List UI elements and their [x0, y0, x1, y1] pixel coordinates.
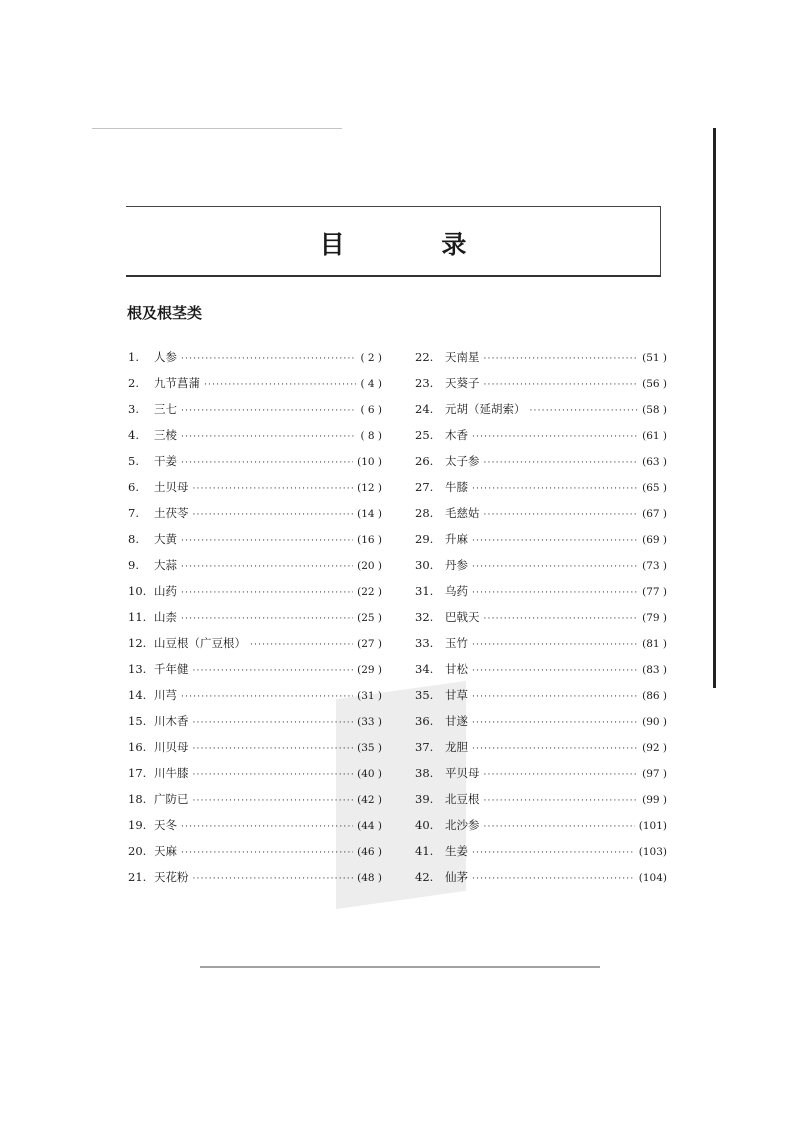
- toc-entry-number: 3.: [128, 402, 139, 416]
- toc-entry: [128, 479, 382, 505]
- toc-entry-page: (86 ): [642, 690, 667, 702]
- toc-entry: [415, 349, 667, 375]
- toc-entry: [415, 843, 667, 869]
- toc-entry-number: 27.: [415, 480, 434, 494]
- toc-leader-dots: [193, 796, 354, 806]
- toc-entry-page: ( 8 ): [360, 430, 382, 442]
- toc-entry: [128, 739, 382, 765]
- toc-entry-page: (27 ): [357, 638, 382, 650]
- toc-entry-number: 7.: [128, 506, 139, 520]
- toc-leader-dots: [181, 588, 353, 598]
- toc-leader-dots: [472, 562, 638, 572]
- toc-leader-dots: [484, 458, 639, 468]
- toc-entry-title: 土茯苓: [154, 506, 189, 520]
- toc-leader-dots: [193, 770, 354, 780]
- toc-entry-number: 14.: [128, 688, 147, 702]
- toc-entry: [415, 531, 667, 557]
- toc-entry-page: (103): [638, 846, 667, 858]
- toc-entry-page: (10 ): [357, 456, 382, 468]
- toc-entry: [415, 817, 667, 843]
- toc-entry-page: (46 ): [357, 846, 382, 858]
- toc-entry-title: 天花粉: [154, 870, 189, 884]
- toc-entry-number: 22.: [415, 350, 434, 364]
- toc-entry: [415, 427, 667, 453]
- toc-leader-dots: [530, 406, 639, 416]
- toc-entry-page: (48 ): [357, 872, 382, 884]
- toc-entry-page: (25 ): [357, 612, 382, 624]
- toc-entry-title: 天葵子: [445, 376, 480, 390]
- toc-entry-page: (61 ): [642, 430, 667, 442]
- toc-entry: [128, 661, 382, 687]
- toc-leader-dots: [484, 614, 639, 624]
- toc-leader-dots: [484, 770, 639, 780]
- toc-entry: [415, 661, 667, 687]
- toc-entry-page: (67 ): [642, 508, 667, 520]
- toc-entry-title: 甘草: [445, 688, 468, 702]
- toc-entry-title: 大蒜: [154, 558, 177, 572]
- toc-entry-page: (16 ): [357, 534, 382, 546]
- toc-entry: [415, 713, 667, 739]
- toc-entry-page: (79 ): [642, 612, 667, 624]
- toc-entry-title: 三棱: [154, 428, 177, 442]
- toc-entry: [128, 401, 382, 427]
- toc-entry-number: 39.: [415, 792, 434, 806]
- toc-entry-title: 甘松: [445, 662, 468, 676]
- toc-entry: [128, 687, 382, 713]
- toc-entry-title: 仙茅: [445, 870, 468, 884]
- toc-entry-title: 北豆根: [445, 792, 480, 806]
- toc-entry-number: 29.: [415, 532, 434, 546]
- toc-entry-title: 升麻: [445, 532, 468, 546]
- toc-leader-dots: [250, 640, 353, 650]
- toc-entry-title: 土贝母: [154, 480, 189, 494]
- toc-entry: [128, 843, 382, 869]
- toc-entry-page: (31 ): [357, 690, 382, 702]
- toc-leader-dots: [484, 510, 639, 520]
- toc-entry-number: 4.: [128, 428, 139, 442]
- toc-entry-title: 千年健: [154, 662, 189, 676]
- toc-entry-page: ( 6 ): [360, 404, 382, 416]
- toc-entry-title: 北沙参: [445, 818, 480, 832]
- toc-entry-number: 15.: [128, 714, 147, 728]
- toc-leader-dots: [472, 718, 638, 728]
- toc-entry: [128, 453, 382, 479]
- toc-entry-page: (58 ): [642, 404, 667, 416]
- toc-entry-page: (22 ): [357, 586, 382, 598]
- toc-entry-page: (40 ): [357, 768, 382, 780]
- toc-leader-dots: [193, 484, 354, 494]
- toc-leader-dots: [472, 484, 638, 494]
- toc-entry-title: 山柰: [154, 610, 177, 624]
- toc-leader-dots: [484, 380, 639, 390]
- toc-leader-dots: [204, 380, 356, 390]
- toc-entry-title: 山药: [154, 584, 177, 598]
- toc-entry: [128, 557, 382, 583]
- toc-entry-title: 乌药: [445, 584, 468, 598]
- toc-entry-number: 37.: [415, 740, 434, 754]
- toc-entry-page: (97 ): [642, 768, 667, 780]
- toc-entry-page: (69 ): [642, 534, 667, 546]
- toc-entry-title: 平贝母: [445, 766, 480, 780]
- toc-entry-page: (51 ): [642, 352, 667, 364]
- toc-entry: [415, 791, 667, 817]
- toc-entry: [128, 531, 382, 557]
- toc-leader-dots: [181, 848, 353, 858]
- toc-entry-page: (14 ): [357, 508, 382, 520]
- toc-leader-dots: [484, 822, 635, 832]
- page-title: 目 录: [319, 230, 511, 259]
- toc-entry-page: (92 ): [642, 742, 667, 754]
- toc-entry-number: 24.: [415, 402, 434, 416]
- toc-entry: [128, 583, 382, 609]
- page-edge-bar: [713, 128, 716, 688]
- toc-entry: [415, 687, 667, 713]
- toc-entry-title: 大黄: [154, 532, 177, 546]
- toc-entry: [415, 609, 667, 635]
- toc-entry-number: 2.: [128, 376, 139, 390]
- toc-entry-title: 甘遂: [445, 714, 468, 728]
- title-box: [126, 206, 661, 277]
- toc-entry-number: 42.: [415, 870, 434, 884]
- toc-leader-dots: [472, 666, 638, 676]
- toc-entry: [128, 765, 382, 791]
- toc-leader-dots: [181, 406, 356, 416]
- toc-entry: [415, 635, 667, 661]
- toc-entry: [415, 739, 667, 765]
- toc-entry: [415, 583, 667, 609]
- toc-entry-page: (63 ): [642, 456, 667, 468]
- toc-entry: [415, 765, 667, 791]
- toc-leader-dots: [181, 536, 353, 546]
- toc-entry-number: 38.: [415, 766, 434, 780]
- toc-entry-number: 28.: [415, 506, 434, 520]
- toc-leader-dots: [472, 536, 638, 546]
- toc-leader-dots: [193, 874, 354, 884]
- toc-entry-number: 1.: [128, 350, 139, 364]
- toc-entry: [128, 505, 382, 531]
- toc-entry: [128, 427, 382, 453]
- toc-entry-number: 23.: [415, 376, 434, 390]
- toc-leader-dots: [484, 796, 639, 806]
- toc-leader-dots: [472, 744, 638, 754]
- toc-entry-title: 太子参: [445, 454, 480, 468]
- toc-leader-dots: [193, 666, 354, 676]
- toc-leader-dots: [472, 640, 638, 650]
- toc-entry-title: 毛慈姑: [445, 506, 480, 520]
- toc-column-right: [415, 349, 667, 895]
- toc-entry-number: 13.: [128, 662, 147, 676]
- toc-entry-page: (81 ): [642, 638, 667, 650]
- toc-entry-number: 36.: [415, 714, 434, 728]
- toc-entry: [128, 869, 382, 895]
- toc-entry-title: 巴戟天: [445, 610, 480, 624]
- toc-entry: [415, 375, 667, 401]
- toc-entry-title: 牛膝: [445, 480, 468, 494]
- toc-entry-title: 川芎: [154, 688, 177, 702]
- toc-entry-title: 川牛膝: [154, 766, 189, 780]
- toc-entry-number: 34.: [415, 662, 434, 676]
- toc-entry-page: (44 ): [357, 820, 382, 832]
- toc-entry-title: 天麻: [154, 844, 177, 858]
- toc-entry-page: (42 ): [357, 794, 382, 806]
- toc-entry-page: (104): [638, 872, 667, 884]
- toc-leader-dots: [181, 562, 353, 572]
- toc-entry: [128, 349, 382, 375]
- toc-entry: [128, 791, 382, 817]
- toc-entry-title: 三七: [154, 402, 177, 416]
- toc-entry: [128, 635, 382, 661]
- toc-leader-dots: [181, 354, 356, 364]
- toc-entry-page: (90 ): [642, 716, 667, 728]
- toc-entry: [415, 479, 667, 505]
- toc-entry-title: 九节菖蒲: [154, 376, 200, 390]
- toc-entry-number: 41.: [415, 844, 434, 858]
- toc-entry: [128, 375, 382, 401]
- toc-entry-page: (65 ): [642, 482, 667, 494]
- toc-entry-page: (20 ): [357, 560, 382, 572]
- toc-leader-dots: [472, 848, 635, 858]
- toc-entry-number: 12.: [128, 636, 147, 650]
- toc-entry-page: (56 ): [642, 378, 667, 390]
- toc-entry-title: 丹参: [445, 558, 468, 572]
- toc-leader-dots: [472, 432, 638, 442]
- toc-entry-number: 6.: [128, 480, 139, 494]
- toc-entry-number: 40.: [415, 818, 434, 832]
- toc-entry-title: 川木香: [154, 714, 189, 728]
- toc-entry-title: 天南星: [445, 350, 480, 364]
- toc-leader-dots: [181, 614, 353, 624]
- toc-entry-number: 11.: [128, 610, 147, 624]
- toc-entry-title: 玉竹: [445, 636, 468, 650]
- toc-leader-dots: [193, 718, 354, 728]
- toc-entry-page: ( 4 ): [360, 378, 382, 390]
- toc-entry: [415, 557, 667, 583]
- toc-entry-number: 32.: [415, 610, 434, 624]
- toc-entry-number: 18.: [128, 792, 147, 806]
- toc-entry-title: 山豆根（广豆根）: [154, 636, 246, 650]
- toc-entry-title: 广防已: [154, 792, 189, 806]
- toc-entry-page: (35 ): [357, 742, 382, 754]
- toc-leader-dots: [472, 588, 638, 598]
- toc-entry: [415, 869, 667, 895]
- toc-entry-number: 9.: [128, 558, 139, 572]
- toc-entry: [128, 713, 382, 739]
- toc-entry-number: 33.: [415, 636, 434, 650]
- toc-entry: [128, 817, 382, 843]
- toc-entry-number: 17.: [128, 766, 147, 780]
- toc-entry-title: 川贝母: [154, 740, 189, 754]
- toc-entry-number: 21.: [128, 870, 147, 884]
- toc-leader-dots: [193, 744, 354, 754]
- toc-entry-title: 生姜: [445, 844, 468, 858]
- section-heading: 根及根茎类: [127, 304, 203, 322]
- toc-leader-dots: [181, 432, 356, 442]
- scan-line-top: [92, 128, 342, 129]
- toc-entry-number: 10.: [128, 584, 147, 598]
- toc-entry-title: 天冬: [154, 818, 177, 832]
- toc-leader-dots: [472, 692, 638, 702]
- toc-entry-number: 25.: [415, 428, 434, 442]
- toc-entry-number: 31.: [415, 584, 434, 598]
- toc-entry-number: 8.: [128, 532, 139, 546]
- toc-column-left: [128, 349, 382, 895]
- toc-entry-page: (77 ): [642, 586, 667, 598]
- toc-entry-number: 20.: [128, 844, 147, 858]
- toc-leader-dots: [484, 354, 639, 364]
- toc-leader-dots: [181, 822, 353, 832]
- toc-entry-page: (33 ): [357, 716, 382, 728]
- toc-leader-dots: [472, 874, 635, 884]
- toc-leader-dots: [181, 458, 353, 468]
- toc-entry-page: (29 ): [357, 664, 382, 676]
- toc-entry-page: (12 ): [357, 482, 382, 494]
- toc-entry-number: 5.: [128, 454, 139, 468]
- toc-entry-number: 26.: [415, 454, 434, 468]
- toc-entry-number: 35.: [415, 688, 434, 702]
- toc-leader-dots: [193, 510, 354, 520]
- toc-entry-title: 干姜: [154, 454, 177, 468]
- toc-entry-title: 龙胆: [445, 740, 468, 754]
- toc-entry: [415, 401, 667, 427]
- toc-entry: [415, 453, 667, 479]
- toc-entry: [128, 609, 382, 635]
- toc-entry: [415, 505, 667, 531]
- toc-entry-page: (73 ): [642, 560, 667, 572]
- toc-leader-dots: [181, 692, 353, 702]
- toc-entry-title: 元胡（延胡索）: [445, 402, 526, 416]
- toc-entry-page: (101): [638, 820, 667, 832]
- scan-line-bottom: [200, 966, 600, 968]
- toc-entry-page: ( 2 ): [360, 352, 382, 364]
- toc-entry-title: 人参: [154, 350, 177, 364]
- toc-entry-page: (99 ): [642, 794, 667, 806]
- toc-entry-number: 16.: [128, 740, 147, 754]
- toc-entry-number: 30.: [415, 558, 434, 572]
- toc-entry-title: 木香: [445, 428, 468, 442]
- toc-entry-page: (83 ): [642, 664, 667, 676]
- toc-entry-number: 19.: [128, 818, 147, 832]
